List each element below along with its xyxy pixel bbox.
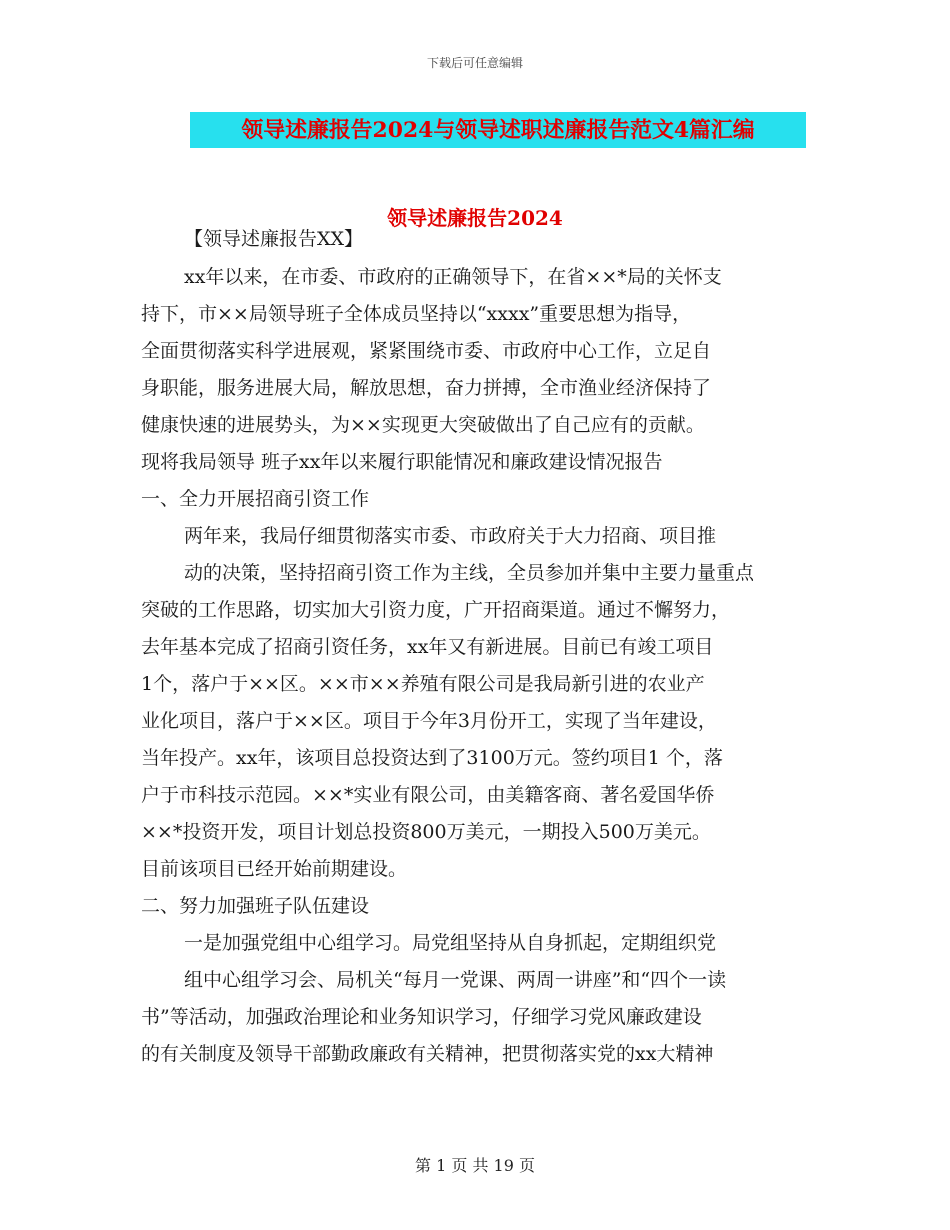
page-footer: 第 1 页 共 19 页: [415, 1156, 535, 1175]
text-line: 【领导述廉报告XX】: [184, 228, 364, 250]
text-line: 现将我局领导 班子xx年以来履行职能情况和廉政建设情况报告: [141, 451, 663, 473]
text-line: 去年基本完成了招商引资任务，xx年又有新进展。目前已有竣工项目: [141, 636, 714, 658]
text-line: 一、全力开展招商引资工作: [141, 488, 370, 510]
text-line: 目前该项目已经开始前期建设。: [141, 858, 408, 880]
text-line: 健康快速的进展势头，为××实现更大突破做出了自己应有的贡献。: [141, 414, 705, 436]
text-line: 的有关制度及领导干部勤政廉政有关精神，把贯彻落实党的xx大精神: [141, 1043, 714, 1065]
report-subtitle: 领导述廉报告2024: [387, 206, 563, 230]
text-line: 二、努力加强班子队伍建设: [141, 895, 370, 917]
text-line: 业化项目，落户于××区。项目于今年3月份开工，实现了当年建设，: [141, 710, 717, 732]
text-line: 持下，市××局领导班子全体成员坚持以“xxxx”重要思想为指导，: [141, 303, 692, 325]
text-line: xx年以来，在市委、市政府的正确领导下，在省××*局的关怀支: [184, 266, 722, 288]
text-line: 户于市科技示范园。××*实业有限公司，由美籍客商、著名爱国华侨: [141, 784, 715, 806]
text-line: ××*投资开发，项目计划总投资800万美元，一期投入500万美元。: [141, 821, 711, 843]
text-line: 突破的工作思路，切实加大引资力度，广开招商渠道。通过不懈努力，: [141, 599, 731, 621]
text-line: 动的决策，坚持招商引资工作为主线，全员参加并集中主要力量重点: [184, 562, 755, 584]
section-heading: 两年来，我局仔细贯彻落实市委、市政府关于大力招商、项目推: [184, 525, 717, 547]
text-line: 1个，落户于××区。××市××养殖有限公司是我局新引进的农业产: [141, 673, 705, 695]
text-line: 书”等活动，加强政治理论和业务知识学习，仔细学习党风廉政建设: [141, 1006, 702, 1028]
text-line: 身职能，服务进展大局，解放思想，奋力拼搏，全市渔业经济保持了: [141, 377, 712, 399]
text-line: 当年投产。xx年，该项目总投资达到了3100万元。签约项目1 个，落: [141, 747, 723, 769]
header-note: 下载后可任意编辑: [426, 56, 523, 70]
text-line: 组中心组学习会、局机关“每月一党课、两周一讲座”和“四个一读: [184, 969, 727, 991]
text-line: 全面贯彻落实科学进展观，紧紧围绕市委、市政府中心工作，立足自: [141, 340, 712, 362]
document-main-title: 领导述廉报告2024与领导述职述廉报告范文4篇汇编: [190, 112, 806, 148]
section-heading: 一是加强党组中心组学习。局党组坚持从自身抓起，定期组织党: [184, 932, 717, 954]
